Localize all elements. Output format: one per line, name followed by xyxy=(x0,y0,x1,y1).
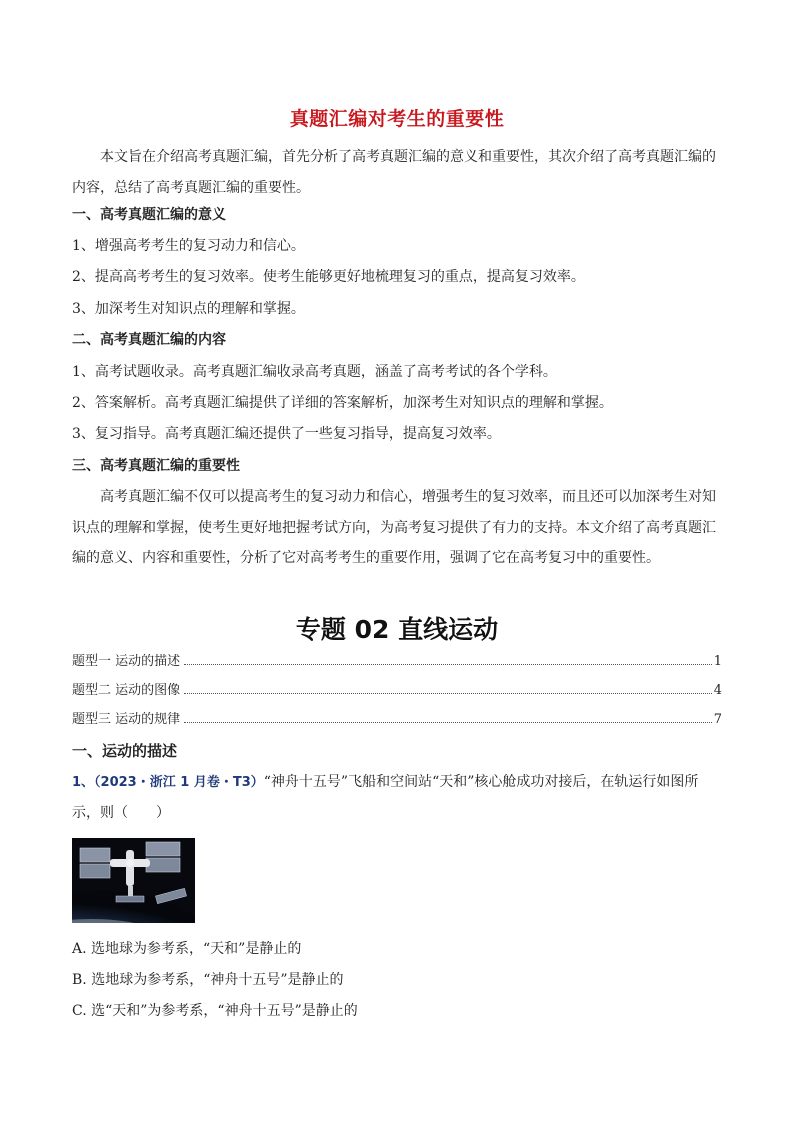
question1-option-c[interactable]: C. 选“天和”为参考系，“神舟十五号”是静止的 xyxy=(72,1003,358,1019)
question1-option-a[interactable]: A. 选地球为参考系，“天和”是静止的 xyxy=(72,941,302,957)
section1-item-3: 3、加深考生对知识点的理解和掌握。 xyxy=(72,301,305,317)
toc-label: 题型三 运动的规律 xyxy=(72,712,181,727)
toc-label: 题型二 运动的图像 xyxy=(72,683,181,698)
page-title: 真题汇编对考生的重要性 xyxy=(289,108,505,130)
question1-stem-text: “神舟十五号”飞船和空间站“天和”核心舱成功对接后，在轨运行如图所 xyxy=(263,774,699,790)
part1-heading: 一、运动的描述 xyxy=(72,742,178,760)
question1-option-b[interactable]: B. 选地球为参考系，“神舟十五号”是静止的 xyxy=(72,972,344,988)
section2-heading: 二、高考真题汇编的内容 xyxy=(72,332,226,348)
toc-page-number: 7 xyxy=(713,712,722,727)
toc-label: 题型一 运动的描述 xyxy=(72,654,181,669)
toc-page-number: 1 xyxy=(713,654,722,669)
toc-leader xyxy=(184,722,712,723)
topic-title: 专题 02 直线运动 xyxy=(295,615,499,644)
section2-item-2: 2、答案解析。高考真题汇编提供了详细的答案解析，加深考生对知识点的理解和掌握。 xyxy=(72,395,613,411)
intro-paragraph: 本文旨在介绍高考真题汇编，首先分析了高考真题汇编的意义和重要性，其次介绍了高考真题汇编的内容，总结了高考真题汇编的重要性。 xyxy=(72,149,716,196)
toc-entry-3[interactable] xyxy=(72,711,722,729)
section2-item-1: 1、高考试题收录。高考真题汇编收录高考真题，涵盖了高考考试的各个学科。 xyxy=(72,364,557,380)
space-station-illustration xyxy=(72,838,195,923)
toc-page-number: 4 xyxy=(713,683,722,698)
section1-heading: 一、高考真题汇编的意义 xyxy=(72,207,226,223)
section3-heading: 三、高考真题汇编的重要性 xyxy=(72,458,240,474)
toc-entry-1[interactable] xyxy=(72,653,722,671)
question1-number: 1、 xyxy=(72,775,95,790)
toc-leader xyxy=(184,664,712,665)
question1-stem xyxy=(72,772,698,793)
question1-stem-line2: 示，则（ ） xyxy=(72,805,170,821)
toc-entry-2[interactable] xyxy=(72,682,722,700)
section1-item-1: 1、增强高考考生的复习动力和信心。 xyxy=(72,238,305,254)
space-station-photo xyxy=(72,838,195,923)
section2-item-3: 3、复习指导。高考真题汇编还提供了一些复习指导，提高复习效率。 xyxy=(72,426,501,442)
question1-source: （2023・浙江 1 月卷・T3） xyxy=(94,775,264,790)
section3-paragraph: 高考真题汇编不仅可以提高考生的复习动力和信心，增强考生的复习效率，而且还可以加深考生对知识点的理解和掌握，使考生更好地把握考试方向，为高考复习提供了有力的支持。本文介绍了高考真题汇编的意义、内容和重要性，分析了它对高考考生的重要作用，强调了它在高考复习中的重要性。 xyxy=(72,489,716,566)
section1-item-2: 2、提高高考考生的复习效率。使考生能够更好地梳理复习的重点，提高复习效率。 xyxy=(72,269,585,285)
toc-leader xyxy=(184,693,712,694)
